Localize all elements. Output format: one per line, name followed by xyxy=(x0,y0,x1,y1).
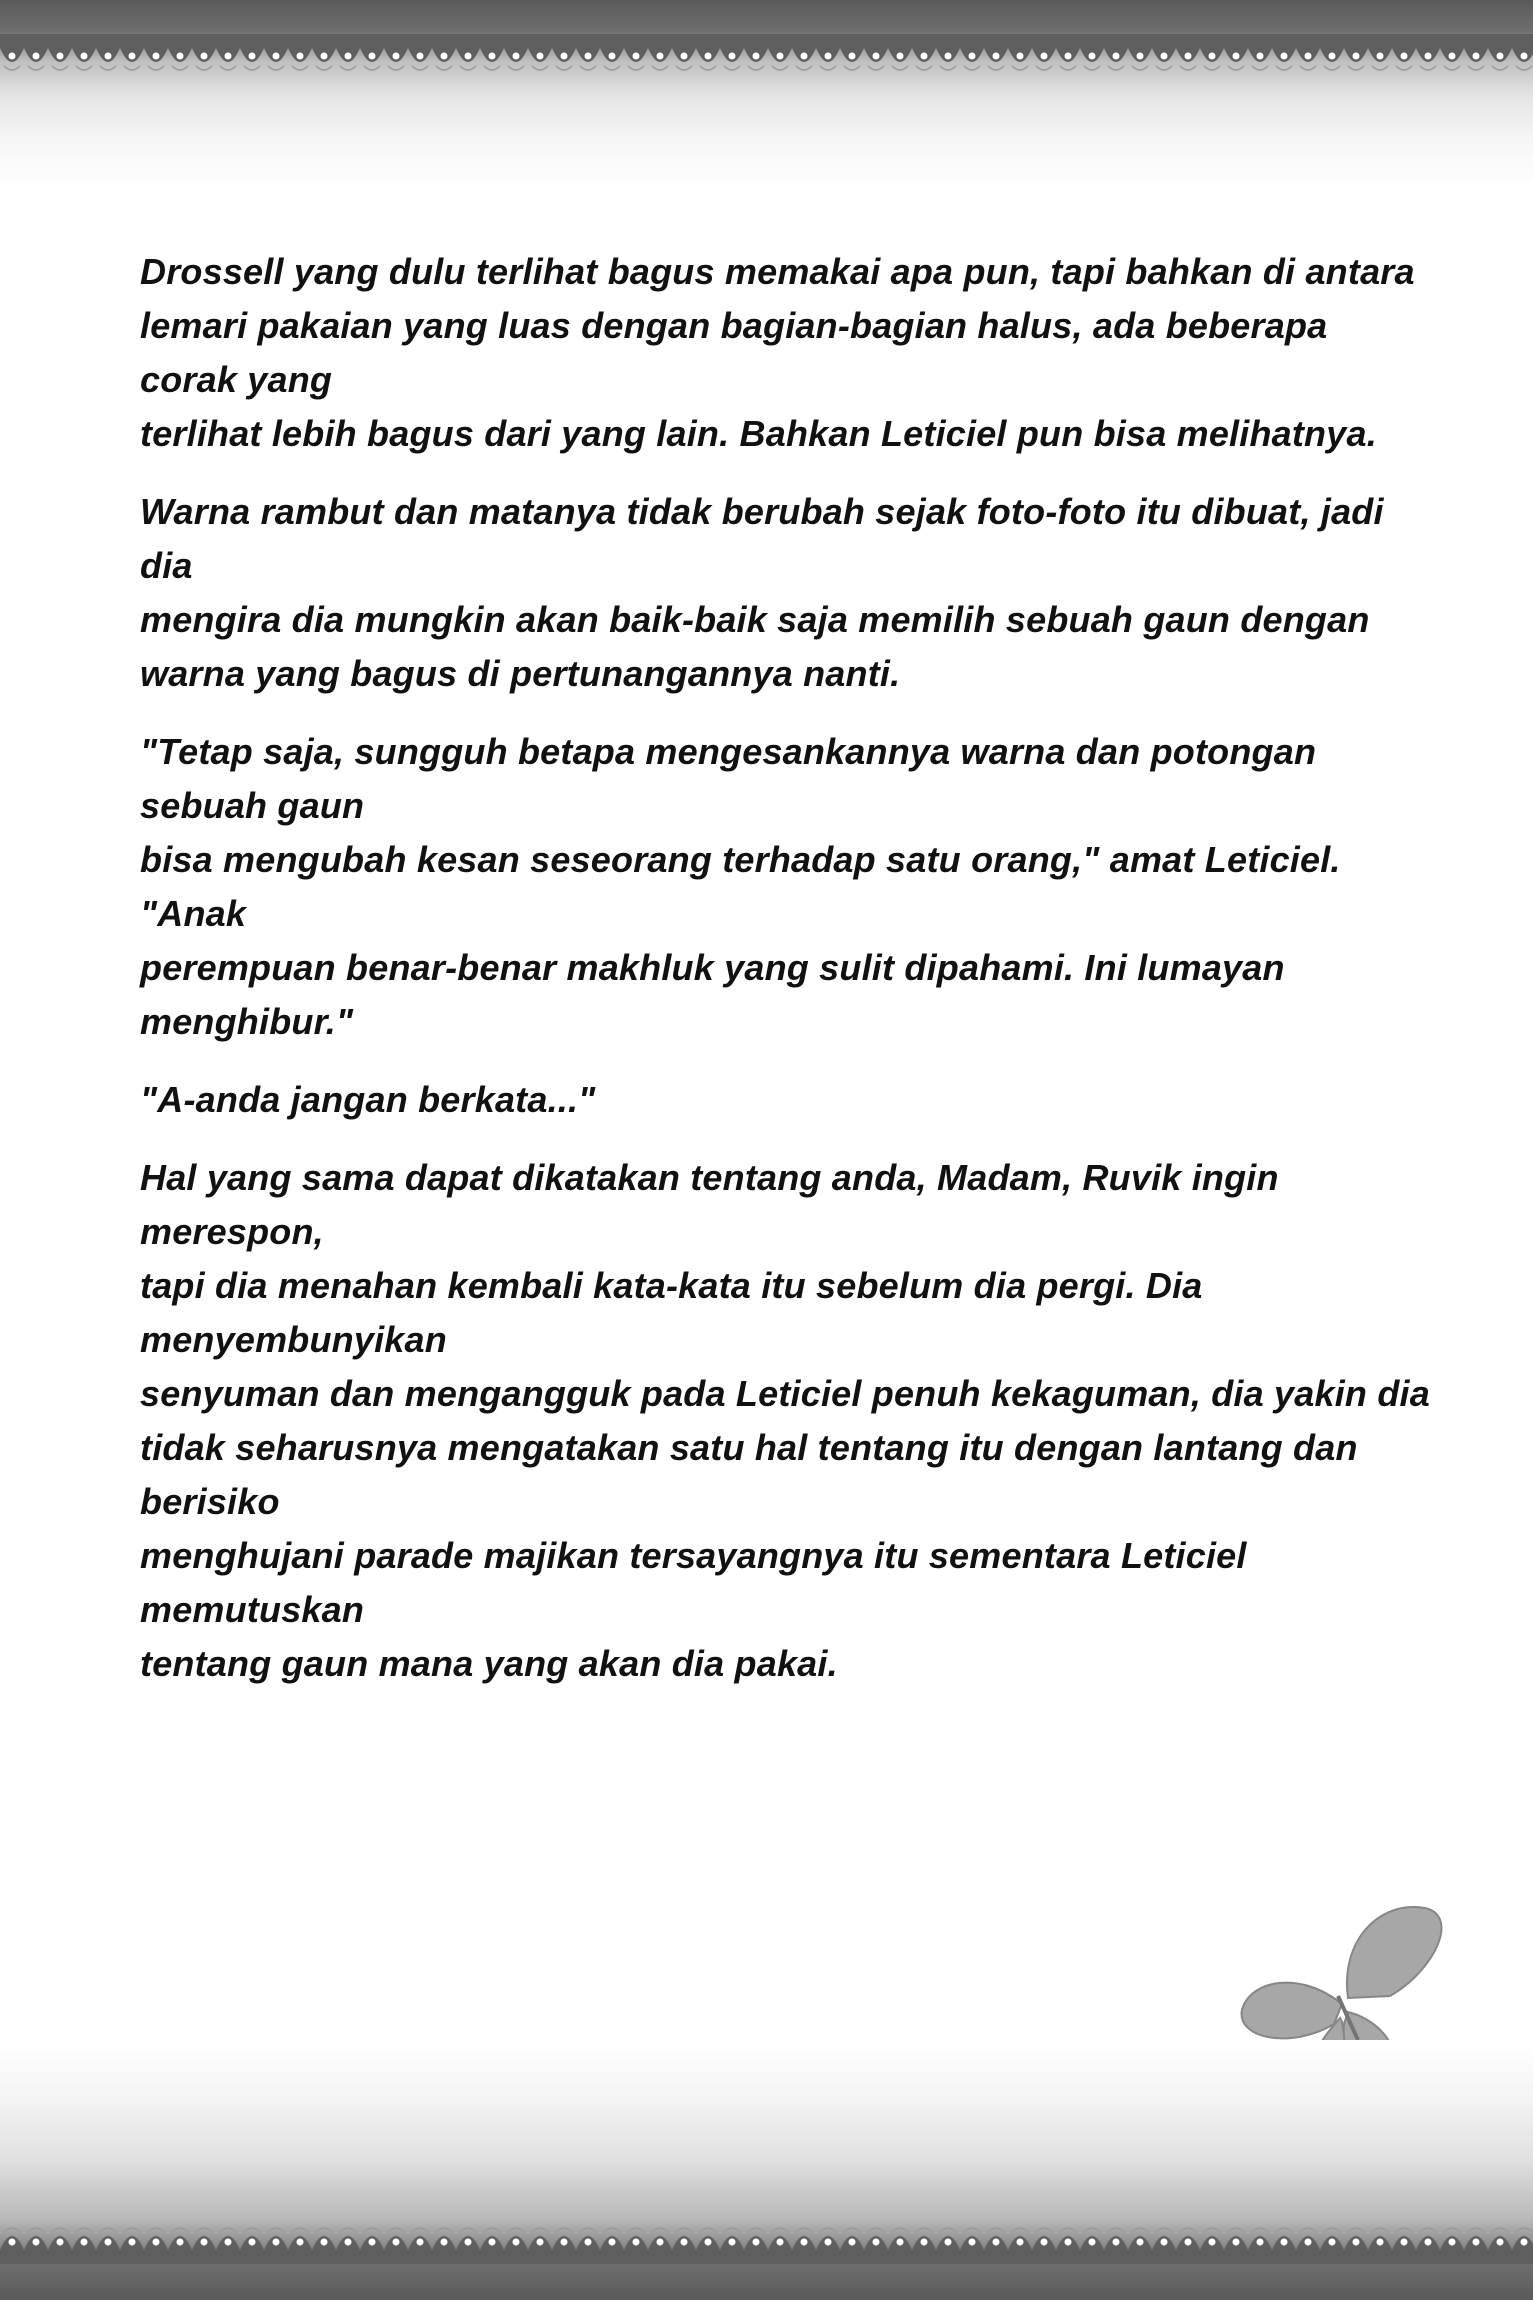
text-line: "A-anda jangan berkata..." xyxy=(140,1079,596,1120)
text-line: menghujani parade majikan tersayangnya itu sementara Leticiel memutuskan xyxy=(140,1535,1247,1630)
top-lace-border xyxy=(0,0,1533,190)
text-line: senyuman dan mengangguk pada Leticiel penuh kekaguman, dia yakin dia xyxy=(140,1373,1430,1414)
text-line: "Tetap saja, sungguh betapa mengesankannya warna dan potongan sebuah gaun xyxy=(140,731,1317,826)
text-line: warna yang bagus di pertunangannya nanti. xyxy=(140,653,901,694)
text-line: tapi dia menahan kembali kata-kata itu sebelum dia pergi. Dia menyembunyikan xyxy=(140,1265,1203,1360)
paragraph xyxy=(140,485,1430,701)
text-line: Hal yang sama dapat dikatakan tentang anda, Madam, Ruvik ingin merespon, xyxy=(140,1157,1279,1252)
paragraph xyxy=(140,725,1430,1049)
text-line: Drossell yang dulu terlihat bagus memakai apa pun, tapi bahkan di antara xyxy=(140,251,1415,292)
bottom-lace-border xyxy=(0,2040,1533,2300)
text-line: tidak seharusnya mengatakan satu hal tentang itu dengan lantang dan berisiko xyxy=(140,1427,1358,1522)
text-line: perempuan benar-benar makhluk yang sulit dipahami. Ini lumayan menghibur." xyxy=(140,947,1285,1042)
scalloped-border-bottom-icon xyxy=(0,2224,1533,2264)
paragraph xyxy=(140,1151,1430,1691)
story-text xyxy=(140,245,1430,1715)
text-line: Warna rambut dan matanya tidak berubah sejak foto-foto itu dibuat, jadi dia xyxy=(140,491,1384,586)
paragraph xyxy=(140,1073,1430,1127)
text-line: mengira dia mungkin akan baik-baik saja memilih sebuah gaun dengan xyxy=(140,599,1370,640)
text-line: bisa mengubah kesan seseorang terhadap satu orang," amat Leticiel. "Anak xyxy=(140,839,1341,934)
paragraph xyxy=(140,245,1430,461)
text-line: tentang gaun mana yang akan dia pakai. xyxy=(140,1643,838,1684)
text-line: terlihat lebih bagus dari yang lain. Bahkan Leticiel pun bisa melihatnya. xyxy=(140,413,1377,454)
text-line: lemari pakaian yang luas dengan bagian-bagian halus, ada beberapa corak yang xyxy=(140,305,1328,400)
scalloped-border-top-icon xyxy=(0,34,1533,74)
